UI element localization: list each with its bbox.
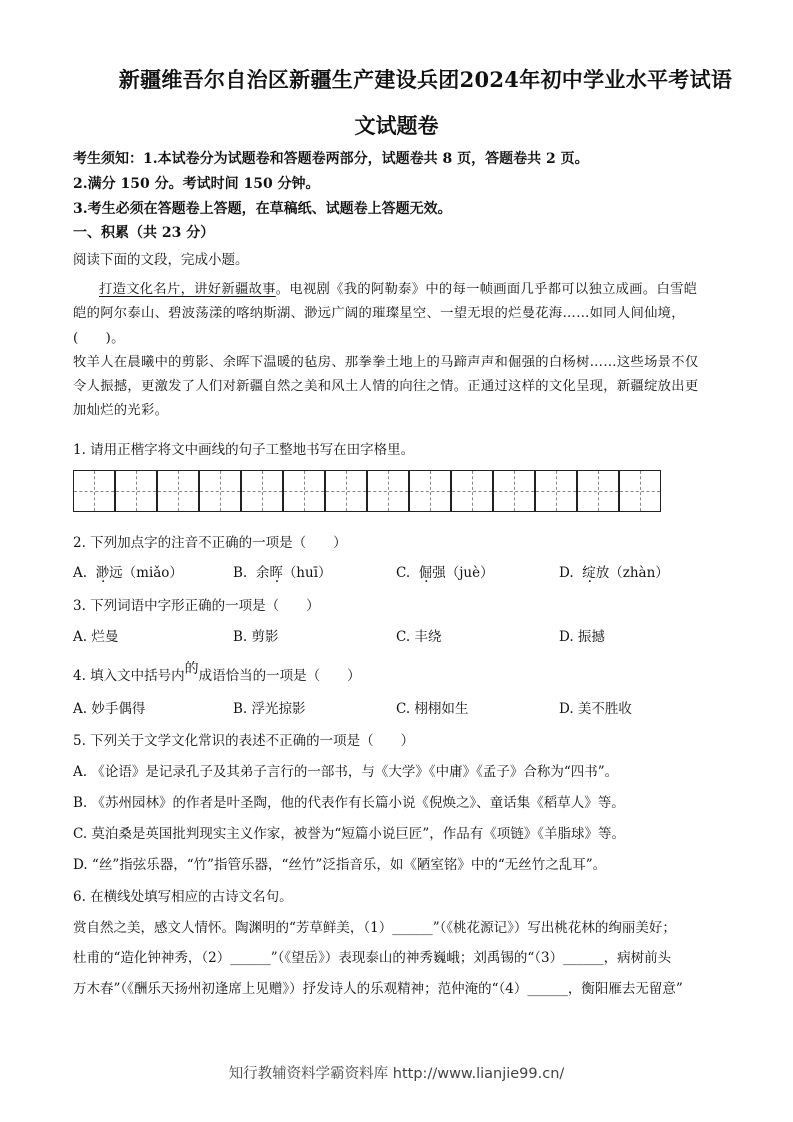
tianzige-cell[interactable] <box>619 470 661 512</box>
passage-line5: 加灿烂的光彩。 <box>73 403 169 419</box>
q3-option-d[interactable]: D. 振撼 <box>559 629 605 645</box>
underlined-sentence: 打造文化名片，讲好新疆故事 <box>99 282 276 297</box>
question-4: 4. 填入文中括号内的成语恰当的一项是（ ） <box>73 661 361 684</box>
q5-option-b[interactable]: B. 《苏州园林》的作者是叶圣陶，他的代表作有长篇小说《倪焕之》、童话集《稻草人》等。 <box>73 795 625 811</box>
question-6: 6. 在横线处填写相应的古诗文名句。 <box>73 889 293 905</box>
tianzige-grid[interactable] <box>73 470 661 512</box>
tianzige-cell[interactable] <box>493 470 535 512</box>
tianzige-cell[interactable] <box>73 470 115 512</box>
q3-option-c[interactable]: C. 丰绕 <box>396 629 442 645</box>
question-2: 2. 下列加点字的注音不正确的一项是（ ） <box>73 535 347 551</box>
exam-title-line2: 文试题卷 <box>354 113 439 138</box>
tianzige-cell[interactable] <box>325 470 367 512</box>
tianzige-cell[interactable] <box>283 470 325 512</box>
tianzige-cell[interactable] <box>535 470 577 512</box>
passage-line1: 。电视剧《我的阿勒泰》中的每一帧画面几乎都可以独立成画。白雪皑 <box>275 282 698 297</box>
reading-passage <box>73 278 723 424</box>
exam-title-line1: 新疆维吾尔自治区新疆生产建设兵团2024年初中学业水平考试语 <box>118 67 733 92</box>
q4-option-c[interactable]: C. 栩栩如生 <box>396 701 469 717</box>
passage-line4: 令人振撼，更激发了人们对新疆自然之美和风土人情的向往之情。正通过这样的文化呈现，新疆绽放出更 <box>73 379 699 395</box>
tianzige-cell[interactable] <box>157 470 199 512</box>
footer-watermark: 知行教辅资料学霸资料库 http://www.lianjie99.cn/ <box>228 1066 565 1082</box>
question-1: 1. 请用正楷字将文中画线的句子工整地书写在田字格里。 <box>73 442 415 458</box>
q5-option-c[interactable]: C. 莫泊桑是英国批判现实主义作家，被誉为“短篇小说巨匠”，作品有《项链》《羊脂球》等。 <box>73 826 625 842</box>
passage-line3: 牧羊人在晨曦中的剪影、余晖下温暖的毡房、那拳拳土地上的马蹄声声和倔强的白杨树……这些场景不仅 <box>73 354 699 370</box>
notice-line1: 考生须知：1.本试卷分为试题卷和答题卷两部分，试题卷共 8 页，答题卷共 2 页。 <box>73 151 589 167</box>
question-5: 5. 下列关于文学文化常识的表述不正确的一项是（ ） <box>73 733 415 749</box>
tianzige-cell[interactable] <box>409 470 451 512</box>
tianzige-cell[interactable] <box>115 470 157 512</box>
tianzige-cell[interactable] <box>577 470 619 512</box>
notice-line3: 3.考生必须在答题卷上答题，在草稿纸、试题卷上答题无效。 <box>73 201 452 217</box>
q3-option-a[interactable]: A. 烂曼 <box>73 629 119 645</box>
q5-option-d[interactable]: D. “丝”指弦乐器，“竹”指管乐器，“丝竹”泛指音乐，如《陋室铭》中的“无丝竹之乱耳”。 <box>73 857 607 873</box>
q2-option-a[interactable]: A. 渺远（miǎo） <box>73 565 183 581</box>
q6-line3: 万木春”（《酬乐天扬州初逢席上见赠》）抒发诗人的乐观精神；范仲淹的“（4）______，衡阳雁去无留意” <box>73 981 683 997</box>
q6-line2: 杜甫的“造化钟神秀，（2）______”（《望岳》）表现泰山的神秀巍峨；刘禹锡的“（3）______，病树前头 <box>73 950 672 966</box>
q6-line1: 赏自然之美，感文人情怀。陶渊明的“芳草鲜美，（1）______”（《桃花源记》）写出桃花林的绚丽美好； <box>73 920 676 936</box>
passage-line2: 皑的阿尔泰山、碧波荡漾的喀纳斯湖、渺远广阔的璀璨星空、一望无垠的烂曼花海……如同人间仙境，( )。 <box>73 306 685 346</box>
q2-option-d[interactable]: D. 绽放（zhàn） <box>559 565 669 581</box>
tianzige-cell[interactable] <box>241 470 283 512</box>
q4-option-d[interactable]: D. 美不胜收 <box>559 701 632 717</box>
q3-option-b[interactable]: B. 剪影 <box>233 629 279 645</box>
notice-line2: 2.满分 150 分。考试时间 150 分钟。 <box>73 176 320 192</box>
q2-option-b[interactable]: B. 余晖（huī） <box>233 565 332 581</box>
q4-option-a[interactable]: A. 妙手偶得 <box>73 701 146 717</box>
q4-option-b[interactable]: B. 浮光掠影 <box>233 701 306 717</box>
question-3: 3. 下列词语中字形正确的一项是（ ） <box>73 598 320 614</box>
q2-option-c[interactable]: C. 倔强（juè） <box>396 565 494 581</box>
tianzige-cell[interactable] <box>367 470 409 512</box>
section-heading: 一、积累（共 23 分） <box>73 225 215 241</box>
q5-option-a[interactable]: A. 《论语》是记录孔子及其弟子言行的一部书，与《大学》《中庸》《孟子》合称为“四书”。 <box>73 764 619 780</box>
section-instruction: 阅读下面的文段，完成小题。 <box>73 252 249 268</box>
tianzige-cell[interactable] <box>199 470 241 512</box>
tianzige-cell[interactable] <box>451 470 493 512</box>
